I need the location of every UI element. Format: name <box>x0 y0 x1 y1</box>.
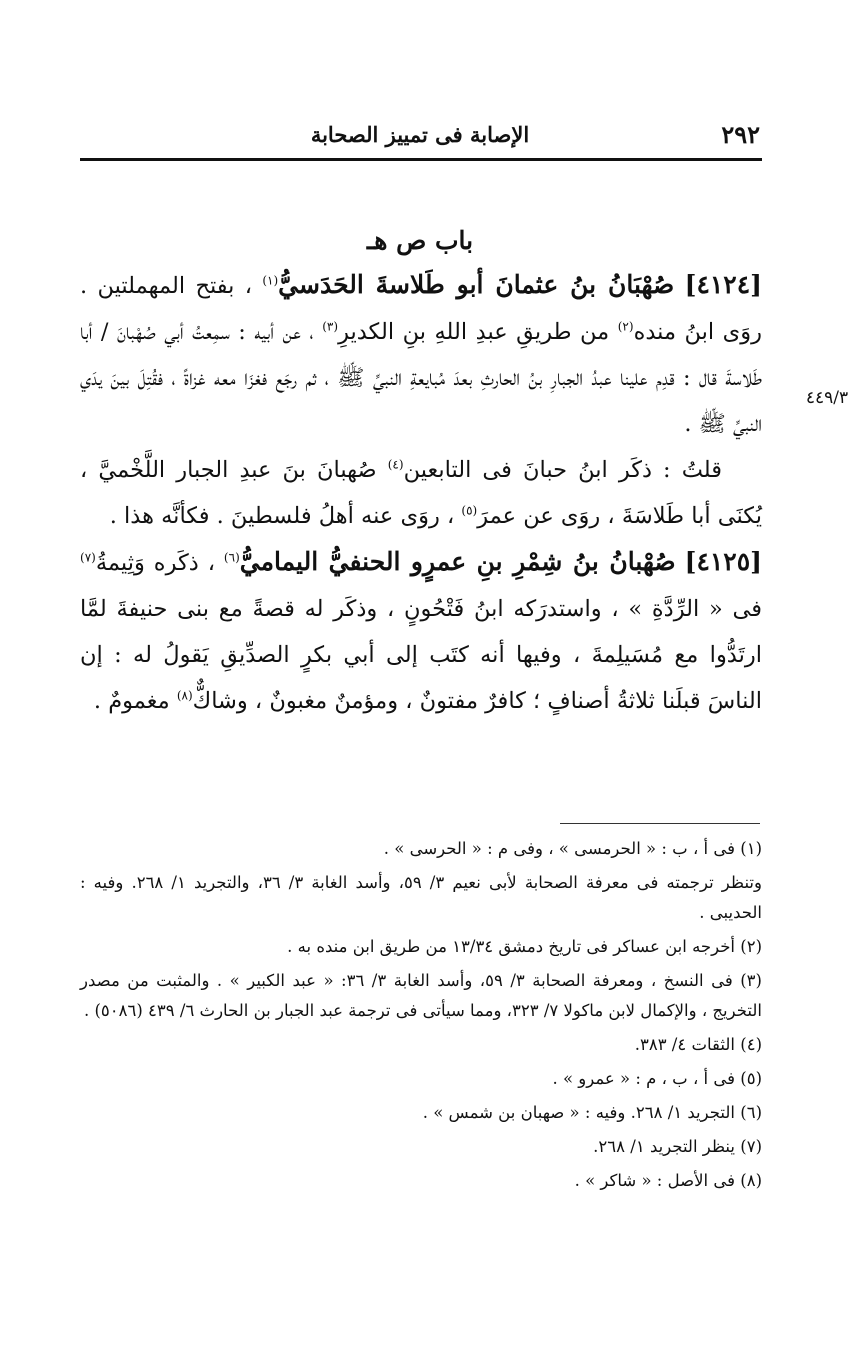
entry-number: [٤١٢٥] <box>684 547 762 576</box>
footnote-marker: (٨) <box>176 688 193 703</box>
footnote-5: (٥) فى أ ، ب ، م : « عمرو » . <box>552 1069 762 1088</box>
footnote-marker: (١) <box>262 273 279 288</box>
margin-reference: ٤٤٩/٣ <box>805 388 849 408</box>
footnote-7: (٧) ينظر التجريد ١/ ٢٦٨. <box>593 1137 762 1156</box>
footnote-marker: (٤) <box>387 457 404 472</box>
footnote-marker: (٥) <box>461 503 478 518</box>
running-header <box>80 120 760 156</box>
entry-name: صُهْبانُ بنُ شِمْرِ بنِ عمرٍو الحنفيُّ اليماميُّ <box>239 547 676 576</box>
footnote-marker: (٧) <box>80 550 96 565</box>
entry-name: صُهْبَانُ بنُ عثمانَ أبو طَلاسةَ الحَدَسيُّ <box>278 270 675 299</box>
footnote-marker: (٢) <box>617 319 634 334</box>
footnote-3: (٣) فى النسخ ، ومعرفة الصحابة ٣/ ٥٩، وأسد الغابة ٣/ ٣٦: « عبد الكبير » . والمثبت من مصدر التخريج ، والإكمال لابن ماكولا ٧/ ٣٢٣، ومما سيأتى فى ترجمة عبد الجبار بن الحارث ٦/ ٤٣٩ (٥٠٨٦) . <box>80 971 762 1020</box>
commentary-paragraph: قلتُ : ذكَر ابنُ حبانَ فى التابعين$^{(٤)}$ صُهبانَ بنَ عبدِ الجبار اللَّخْميَّ ، يُكنَى أبا طَلاسَةَ ، روَى عن عمرَ$^{(٥)}$ ، روَى عنه أهلُ فلسطينَ . فكأنَّه هذا . <box>80 457 762 529</box>
section-title: باب ص هـ <box>366 226 474 255</box>
main-text <box>80 262 762 724</box>
header-rule <box>80 158 762 161</box>
footnotes <box>80 834 762 1200</box>
footnote-8: (٨) فى الأصل : « شاكر » . <box>574 1171 762 1190</box>
footnote-rule <box>560 823 760 824</box>
footnote-marker: (٣) <box>322 319 339 334</box>
footnote-marker: (٦) <box>223 550 240 565</box>
footnote-4: (٤) الثقات ٤/ ٣٨٣. <box>634 1035 762 1054</box>
entry-number: [٤١٢٤] <box>684 270 763 299</box>
entry-4125: [٤١٢٥] صُهْبانُ بنُ شِمْرِ بنِ عمرٍو الحنفيُّ اليماميُّ$^{(٦)}$ ، ذكَره وَثِيمةُ$^{(٧)}$ فى « الرِّدَّةِ » ، واستدرَكه ابنُ فَتْحُونٍ ، وذكَر له قصةً مع بنى حنيفةَ لمَّا ارتَدُّوا مع مُسَيلِمةَ ، وفيها أنه كتَب إلى أبي بكرٍ الصدِّيقِ يَقولُ له : إن الناسَ قبلَنا ثلاثةُ أصنافٍ ؛ كافرٌ مفتونٌ ، ومؤمنٌ مغبونٌ ، وشاكٌّ$^{(٨)}$ مغمومٌ . <box>80 547 762 714</box>
footnote-2: (٢) أخرجه ابن عساكر فى تاريخ دمشق ١٣/٣٤ من طريق ابن منده به . <box>287 937 762 956</box>
footnote-1: (١) فى أ ، ب : « الحرمسى » ، وفى م : « الحرسى » . <box>383 839 762 858</box>
footnote-1-continued: وتنظر ترجمته فى معرفة الصحابة لأبى نعيم ٣/ ٥٩، وأسد الغابة ٣/ ٣٦، والتجريد ١/ ٢٦٨. وفيه : الحديبى . <box>80 873 762 922</box>
entry-4124: [٤١٢٤] صُهْبَانُ بنُ عثمانَ أبو طَلاسةَ الحَدَسيُّ$^{(١)}$ ، بفتح المهملتين . روَى ابنُ منده$^{(٢)}$ من طريقِ عبدِ اللهِ بنِ الكديرِ$^{(٣)}$ ، عن أبيه : سمِعتُ أبي صُهْبانَ / أبا طَلاسةَ قال : قدِم علينا عبدُ الجبارِ بنُ الحارثِ بعدَ مُبايعةِ النبيِّ ﷺ ، ثم رجَع فغزَا معه غزاةً ، فقُتِلَ بينَ يدَي النبيِّ ﷺ . <box>80 270 763 437</box>
footnote-6: (٦) التجريد ١/ ٢٦٨. وفيه : « صهبان بن شمس » . <box>422 1103 762 1122</box>
running-title: الإصابة فى تمييز الصحابة <box>310 122 530 147</box>
page-number: ٢٩٢ <box>721 120 760 149</box>
